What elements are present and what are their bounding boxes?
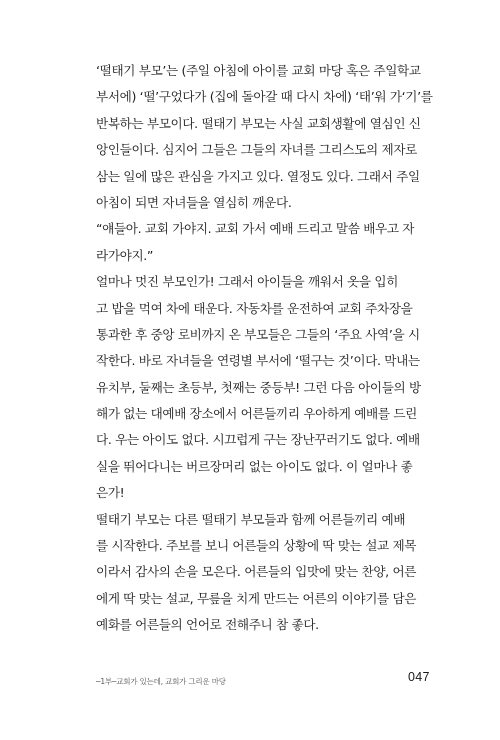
text-line: 떨태기 부모는 다른 떨태기 부모들과 함께 어른들끼리 예배 [96,511,406,527]
text-line: 다. 우는 아이도 없다. 시끄럽게 구는 장난꾸러기도 없다. 예배 [96,432,420,448]
running-head: ─1부─교회가 있는데, 교회가 그리운 마당 [96,677,226,686]
text-line: 통과한 후 중앙 로비까지 온 부모들은 그들의 ‘주요 사역’을 시 [96,326,420,342]
text-line: 고 밥을 먹여 차에 태운다. 자동차를 운전하여 교회 주차장을 [96,300,413,316]
text-line: “얘들아. 교회 가야지. 교회 가서 예배 드리고 말씀 배우고 자 [96,221,415,237]
text-line: 아침이 되면 자녀들을 열심히 깨운다. [96,194,292,210]
text-line: 이라서 감사의 손을 모은다. 어른들의 입맛에 맞는 찬양, 어른 [96,564,417,580]
text-line: 해가 없는 대예배 장소에서 어른들끼리 우아하게 예배를 드린 [96,406,417,422]
text-line: 에게 딱 맞는 설교, 무릎을 치게 만드는 어른의 이야기를 담은 [96,590,417,606]
text-line: 를 시작한다. 주보를 보니 어른들의 상황에 딱 맞는 설교 제목 [96,538,417,554]
text-line: 얼마나 멋진 부모인가! 그래서 아이들을 깨워서 옷을 입히 [96,274,399,290]
body-text [96,58,441,639]
text-line: 작한다. 바로 자녀들을 연령별 부서에 ‘떨구는 것’이다. 막내는 [96,353,420,369]
text-line: 유치부, 둘째는 초등부, 첫째는 중등부! 그런 다음 아이들의 방 [96,379,421,395]
text-line: 라가야지.” [96,247,154,263]
text-line: ‘떨태기 부모’는 (주일 아침에 아이를 교회 마당 혹은 주일학교 [96,63,421,78]
text-line: 앙인들이다. 심지어 그들은 그들의 자녀를 그리스도의 제자로 [96,142,417,158]
text-line: 실을 뛰어다니는 버르장머리 없는 아이도 없다. 이 얼마나 좋 [96,458,413,474]
text-line: 반복하는 부모이다. 떨태기 부모는 사실 교회생활에 열심인 신 [96,115,421,131]
text-line: 부서에) ‘떨’구었다가 (집에 돌아갈 때 다시 차에) ‘태’워 가‘기’를 [96,89,433,105]
text-line: 삼는 일에 많은 관심을 가지고 있다. 열정도 있다. 그래서 주일 [96,168,420,184]
text-line: 은가! [96,485,125,501]
text-line: 예화를 어른들의 언어로 전해주니 참 좋다. [96,617,319,633]
page-number: 047 [408,670,430,684]
